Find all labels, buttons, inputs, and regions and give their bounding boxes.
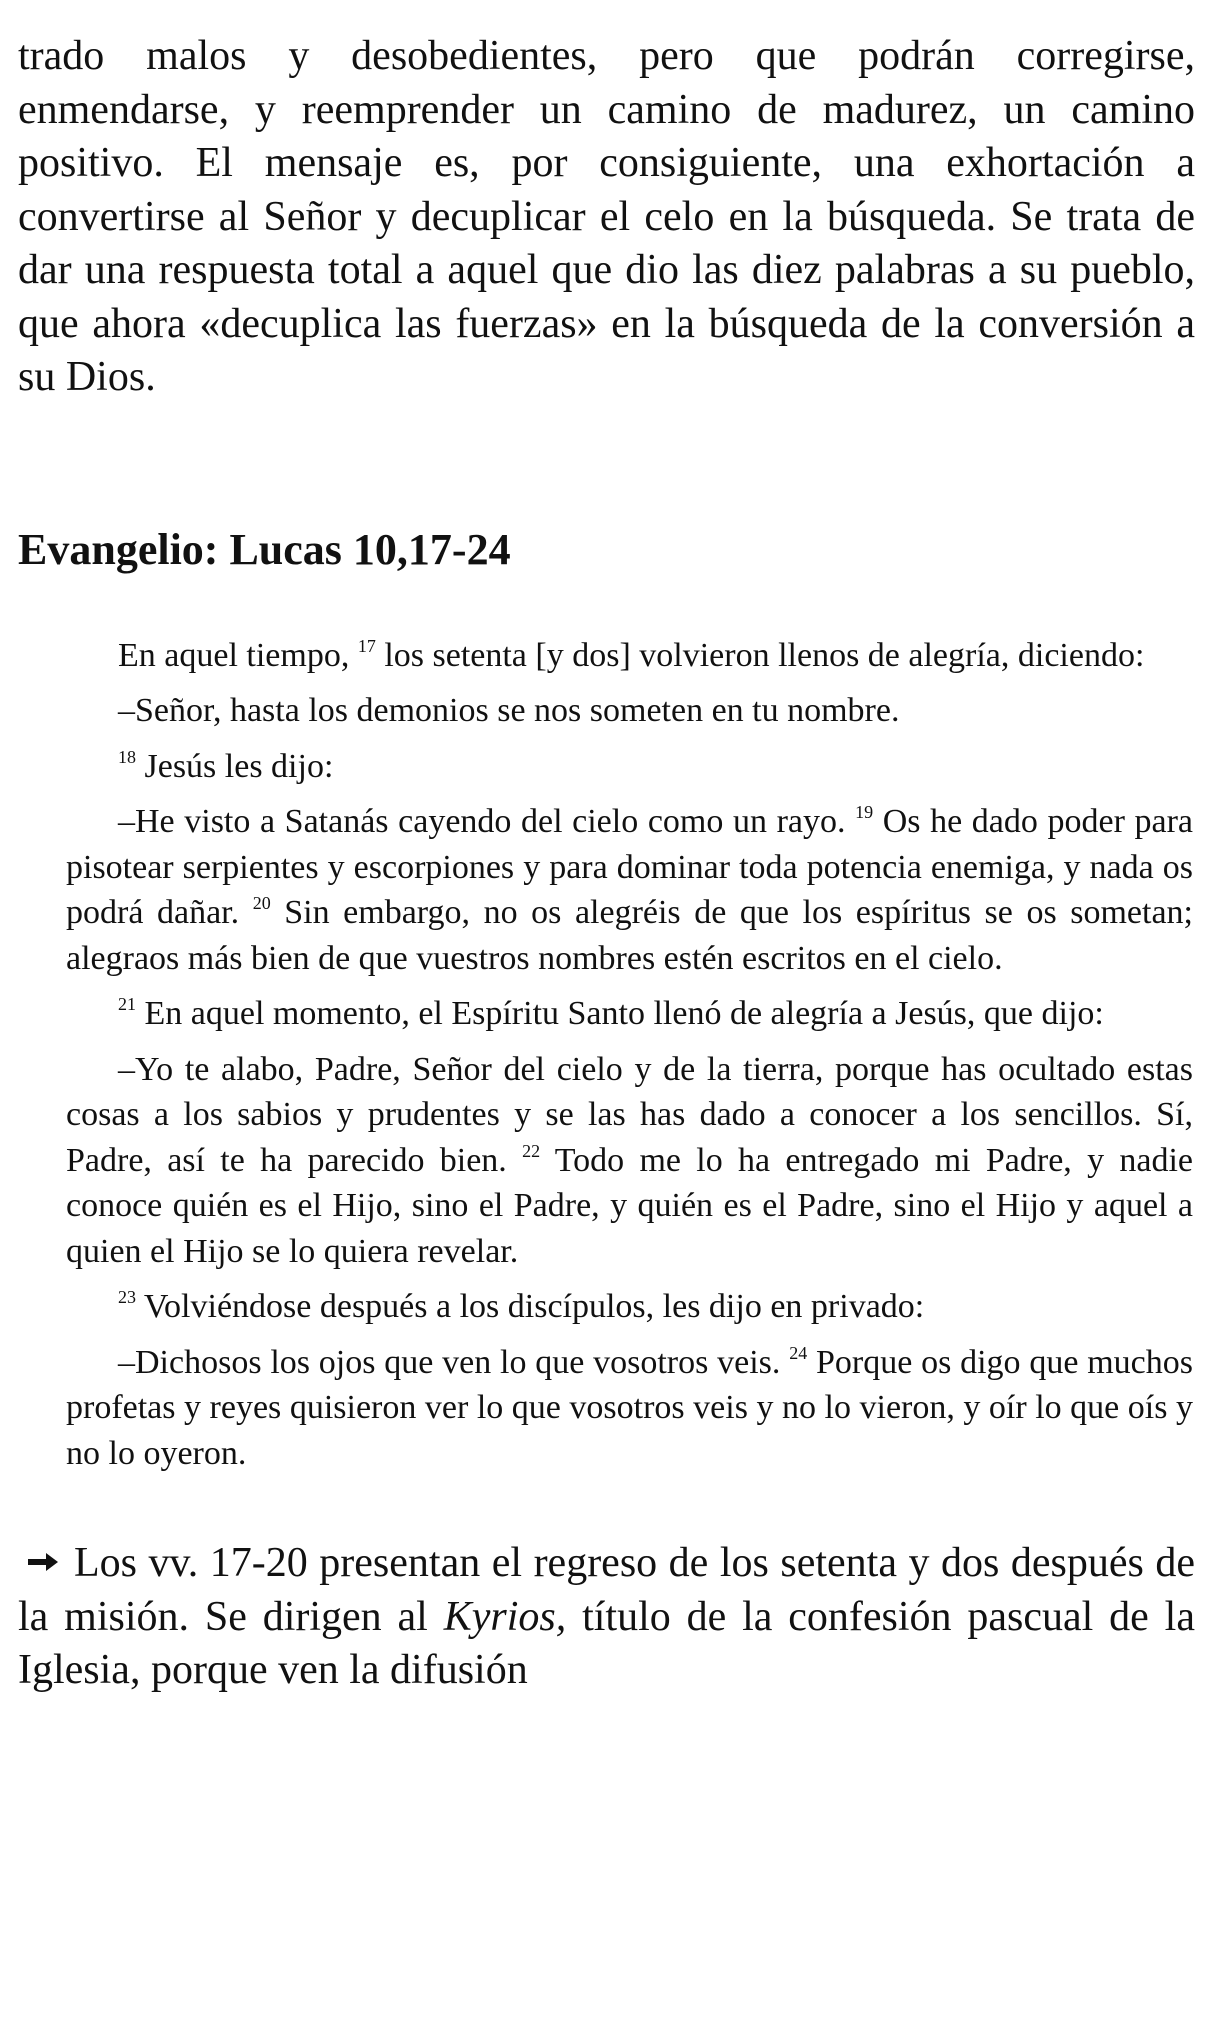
gospel-paragraph-3 (66, 744, 1193, 790)
verse-number: 19 (855, 802, 874, 822)
verse-number: 22 (522, 1140, 541, 1161)
gospel-paragraph-6 (66, 1047, 1193, 1275)
intro-paragraph: trado malos y desobedientes, pero que podrán corregirse, enmendarse, y reemprender un camino de madurez, un camino positivo. El mensaje es, por consiguiente, una exhortación a convertirse al Señor y decuplicar el celo en la búsqueda. Se trata de dar una respuesta total a aquel que dio las diez palabras a su pueblo, que ahora «decuplica las fuerzas» en la búsqueda de la conversión a su Dios. (18, 33, 1195, 400)
gospel-paragraph-2 (66, 688, 1193, 734)
gospel-paragraph-4 (66, 799, 1193, 981)
verse-number: 20 (252, 893, 271, 913)
verse-number: 21 (118, 994, 136, 1014)
text-run: –Dichosos los ojos que ven lo que vosotros veis. (118, 1343, 790, 1381)
text-run: los setenta [y dos] volvieron llenos de alegría, diciendo: (375, 636, 1145, 674)
gospel-paragraph-5 (66, 991, 1193, 1037)
text-run: –Señor, hasta los demonios se nos someten en tu nombre. (118, 692, 900, 729)
text-run: Los vv. 17-20 presentan el regreso de los setenta y dos después de la misión. Se dirigen al (18, 1540, 1195, 1640)
text-run: Jesús les dijo: (136, 747, 334, 785)
text-run: Sin embargo, no os alegréis de que los espíritus se os sometan; alegraos más bien de que vuestros nombres estén escritos en el cielo. (66, 894, 1193, 977)
gospel-passage (18, 633, 1193, 1477)
text-run: Porque os digo que muchos profetas y reyes quisieron ver lo que vosotros veis y no lo vieron, y oír lo que oís y no lo oyeron. (66, 1343, 1193, 1472)
text-run: –He visto a Satanás cayendo del cielo como un rayo. (118, 803, 856, 840)
gospel-paragraph-7 (66, 1284, 1193, 1330)
verse-number: 23 (118, 1287, 136, 1307)
text-run: En aquel momento, el Espíritu Santo llenó de alegría a Jesús, que dijo: (136, 995, 1104, 1032)
text-run: Todo me lo ha entregado mi Padre, y nadie conoce quién es el Hijo, sino el Padre, y quién es el Padre, sino el Hijo y aquel a quien el Hijo se lo quiera revelar. (66, 1141, 1193, 1270)
commentary-paragraph (18, 1534, 1195, 1698)
gospel-paragraph-1 (66, 633, 1193, 679)
verse-number: 18 (118, 746, 136, 767)
verse-number: 24 (789, 1342, 808, 1363)
page (18, 30, 1195, 1698)
text-run: título de la confesión pascual de la Iglesia, porque ven la difusión (18, 1593, 1195, 1693)
text-run: En aquel tiempo, (118, 636, 358, 674)
section-title: Evangelio: Lucas 10,17-24 (18, 524, 511, 574)
kyrios-term: Kyrios, (443, 1593, 567, 1640)
text-run: –Yo te alabo, Padre, Señor del cielo y de la tierra, porque has ocultado estas cosas a los sabios y prudentes y se las has dado a conocer a los sencillos. Sí, Padre, así te ha parecido bien. (66, 1050, 1193, 1179)
text-run: Volviéndose después a los discípulos, les dijo en privado: (136, 1288, 925, 1325)
arrow-right-icon (26, 1534, 60, 1588)
verse-number: 17 (357, 635, 376, 656)
gospel-paragraph-8 (66, 1340, 1193, 1477)
text-run: Os he dado poder para pisotear serpientes y escorpiones y para dominar toda potencia enemiga, y nada os podrá dañar. (66, 803, 1193, 931)
